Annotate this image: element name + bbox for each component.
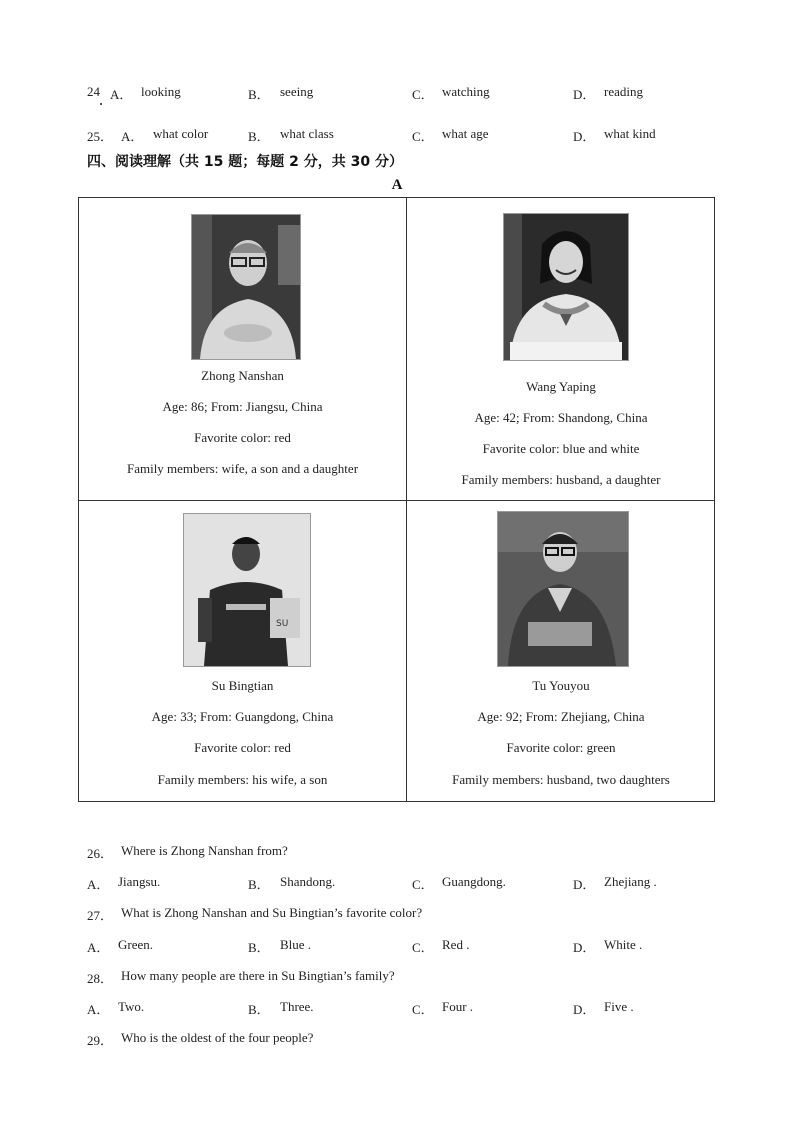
person-age-from: Age: 92; From: Zhejiang, China <box>477 709 645 724</box>
question-text: Who is the oldest of the four people? <box>121 1030 314 1045</box>
question-number: 28． <box>87 971 114 986</box>
option-c-letter: C． <box>412 129 434 144</box>
question-text: What is Zhong Nanshan and Su Bingtian’s favorite color? <box>121 905 423 920</box>
option-d-letter: D． <box>573 940 596 955</box>
person-age-from: Age: 33; From: Guangdong, China <box>151 709 334 724</box>
question-27 <box>0 905 794 925</box>
option-c: what age <box>442 126 489 141</box>
option-c: watching <box>442 84 490 99</box>
option-b: what class <box>280 126 334 141</box>
option-c-letter: C． <box>412 940 434 955</box>
question-26-options <box>0 874 794 894</box>
option-b-letter: B． <box>248 877 270 892</box>
option-d: Zhejiang . <box>604 874 657 889</box>
portrait-athlete-icon <box>183 513 311 667</box>
option-d-letter: D． <box>573 1002 596 1017</box>
option-d-letter: D． <box>573 87 596 102</box>
person-favorite-color: Favorite color: green <box>506 740 616 755</box>
question-26 <box>0 843 794 863</box>
option-a: what color <box>153 126 209 141</box>
option-b-letter: B． <box>248 940 270 955</box>
person-family-members: Family members: wife, a son and a daughter <box>126 461 359 476</box>
question-number: 26． <box>87 846 114 861</box>
option-b: Shandong. <box>280 874 336 889</box>
option-a-letter: A． <box>87 1002 110 1017</box>
person-family-members: Family members: husband, two daughters <box>452 772 670 787</box>
option-a-letter: A． <box>110 87 133 102</box>
portrait-man-glasses-icon <box>191 214 301 360</box>
question-29 <box>0 1030 794 1050</box>
option-c: Four . <box>442 999 474 1014</box>
question-28-options <box>0 999 794 1019</box>
option-d: what kind <box>604 126 656 141</box>
profile-card-su-bingtian <box>79 501 406 802</box>
question-text: How many people are there in Su Bingtian’s family? <box>121 968 395 983</box>
question-number: 24 <box>87 84 100 99</box>
option-c-letter: C． <box>412 87 434 102</box>
option-c: Guangdong. <box>442 874 506 889</box>
question-number: 27． <box>87 908 114 923</box>
person-favorite-color: Favorite color: red <box>194 430 291 445</box>
person-name: Tu Youyou <box>532 678 590 693</box>
section-heading: 四、阅读理解（共 15 题；每题 2 分，共 30 分） <box>87 154 403 170</box>
option-d: Five . <box>604 999 634 1014</box>
option-d-letter: D． <box>573 877 596 892</box>
portrait-woman-glasses-icon <box>497 511 629 667</box>
person-favorite-color: Favorite color: blue and white <box>482 441 640 456</box>
option-d: reading <box>604 84 643 99</box>
option-b: Blue . <box>280 937 312 952</box>
option-a: looking <box>141 84 181 99</box>
person-family-members: Family members: husband, a daughter <box>461 472 661 487</box>
option-d-letter: D． <box>573 129 596 144</box>
speck <box>100 103 102 105</box>
person-name: Wang Yaping <box>526 379 596 394</box>
person-favorite-color: Favorite color: red <box>194 740 291 755</box>
portrait-woman-spacesuit-icon <box>503 213 629 361</box>
profile-card-wang-yaping <box>407 198 715 500</box>
person-family-members: Family members: his wife, a son <box>157 772 328 787</box>
question-number: 29． <box>87 1033 114 1048</box>
option-c-letter: C． <box>412 1002 434 1017</box>
option-c-letter: C． <box>412 877 434 892</box>
person-age-from: Age: 42; From: Shandong, China <box>474 410 648 425</box>
option-d: White . <box>604 937 643 952</box>
option-a-letter: A． <box>87 940 110 955</box>
question-28 <box>0 968 794 988</box>
option-b-letter: B． <box>248 1002 270 1017</box>
question-24-options <box>0 84 794 104</box>
option-a-letter: A． <box>87 877 110 892</box>
person-age-from: Age: 86; From: Jiangsu, China <box>162 399 323 414</box>
question-25-options <box>0 126 794 146</box>
person-name: Su Bingtian <box>211 678 274 693</box>
question-27-options <box>0 937 794 957</box>
profile-card-tu-youyou <box>407 501 715 802</box>
option-b-letter: B． <box>248 87 270 102</box>
option-b-letter: B． <box>248 129 270 144</box>
option-a: Green. <box>118 937 154 952</box>
option-c: Red . <box>442 937 470 952</box>
question-text: Where is Zhong Nanshan from? <box>121 843 288 858</box>
option-b: Three. <box>280 999 314 1014</box>
option-b: seeing <box>280 84 314 99</box>
profile-table <box>78 197 715 802</box>
option-a: Two. <box>118 999 145 1014</box>
option-a-letter: A． <box>121 129 144 144</box>
svg-text:SU: SU <box>276 619 289 629</box>
question-number: 25． <box>87 129 114 144</box>
option-a: Jiangsu. <box>118 874 161 889</box>
passage-letter: A <box>391 177 403 193</box>
person-name: Zhong Nanshan <box>201 368 284 383</box>
profile-card-zhong-nanshan <box>79 198 406 500</box>
